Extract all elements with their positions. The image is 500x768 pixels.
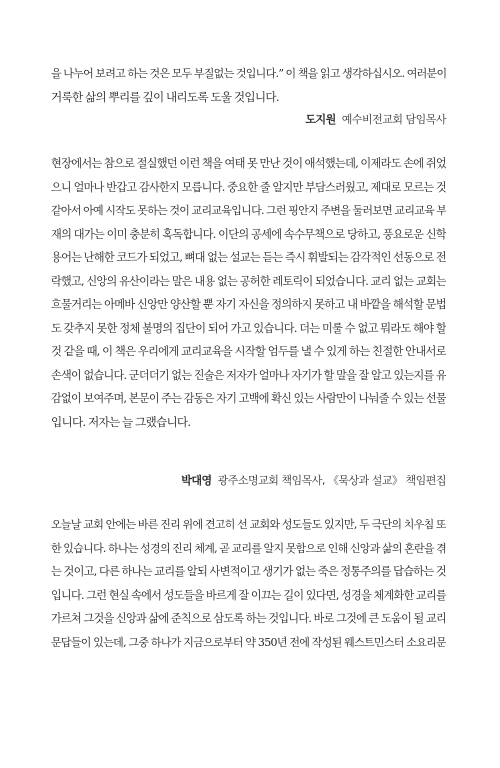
signature-role: 예수비전교회 담임목사 [341, 113, 446, 126]
text-line: 는 것이고, 다른 하나는 교리를 알되 사변적이고 생기가 없는 죽은 정통주의를 답습하는 것 [51, 565, 446, 578]
signature-name: 도지원 [305, 113, 336, 126]
text-line: 으니 얼마나 반갑고 감사한지 모릅니다. 중요한 줄 알지만 부담스러웠고, 제대로 모르는 것 [51, 180, 446, 194]
signature-role: 광주소명교회 책임목사, 《묵상과 설교》 책임편집 [217, 474, 446, 487]
endorsement-2-signature [181, 472, 446, 488]
text-line: 입니다. 저자는 늘 그랬습니다. [51, 414, 191, 429]
text-line: 것 같을 때, 이 책은 우리에게 교리교육을 시작할 엄두를 낼 수 있게 하는 친절한 안내서로 [51, 345, 446, 358]
text-line: 손색이 없습니다. 군더더기 없는 진술은 저자가 얼마나 자기가 할 말을 잘 알고 있는지를 유 [51, 368, 446, 382]
text-line: 용어는 난해한 코드가 되었고, 뼈대 없는 설교는 듣는 즉시 휘발되는 감각적인 선동으로 전 [51, 251, 446, 264]
endorsement-1-signature [305, 111, 446, 127]
text-line: 거룩한 삶의 뿌리를 깊이 내리도록 도울 것입니다. [51, 89, 279, 104]
endorsement-1-text [51, 62, 446, 109]
paragraph [51, 152, 446, 434]
text-line: 문답들이 있는데, 그중 하나가 지금으로부터 약 350년 전에 작성된 웨스트민스터 소요리문 [51, 635, 446, 649]
paragraph [51, 513, 446, 654]
text-line: 도 갖추지 못한 정체 불명의 집단이 되어 가고 있습니다. 더는 미룰 수 없고 뭐라도 해야 할 [51, 321, 446, 335]
signature-name: 박대영 [181, 474, 212, 487]
text-line: 입니다. 그런 현실 속에서 성도들을 바르게 잘 이끄는 길이 있다면, 성경을 체계화한 교리를 [51, 588, 446, 602]
endorsement-2-text [51, 152, 446, 434]
endorsement-3-text [51, 513, 446, 654]
text-line: 감없이 보여주며, 본문이 주는 감동은 자기 고백에 확신 있는 사람만이 나눠줄 수 있는 선물 [51, 392, 446, 405]
text-line: 한 있습니다. 하나는 성경의 진리 체계, 곧 교리를 알지 못함으로 인해 신앙과 삶의 혼란을 겪 [51, 541, 446, 555]
text-line: 재의 대가는 이미 충분히 혹독합니다. 이단의 공세에 속수무책으로 당하고, 풍요로운 신학 [51, 227, 446, 241]
text-line: 현장에서는 참으로 절실했던 이런 책을 여태 못 만난 것이 애석했는데, 이제라도 손에 쥐었 [51, 157, 446, 170]
text-line: 같아서 아예 시작도 못하는 것이 교리교육입니다. 그런 핑안지 주변을 둘러보면 교리교육 부 [51, 204, 446, 217]
text-line: 오늘날 교회 안에는 바른 진리 위에 견고히 선 교회와 성도들도 있지만, 두 극단의 치우침 또 [51, 518, 446, 531]
text-line: 을 나누어 보려고 하는 것은 모두 부질없는 것입니다.” 이 책을 읽고 생각하십시오. 여러분이 [51, 67, 446, 80]
text-line: 락했고, 신앙의 유산이라는 말은 내용 없는 공허한 레토릭이 되었습니다. 교리 없는 교회는 [51, 274, 446, 288]
text-line: 흐물거리는 아메바 신앙만 양산할 뿐 자기 자신을 정의하지 못하고 내 바깥을 해석할 문법 [51, 298, 446, 311]
paragraph [51, 62, 446, 109]
text-line: 가르쳐 그것을 신앙과 삶에 준칙으로 삼도록 하는 것입니다. 바로 그것에 큰 도움이 될 교리 [51, 612, 446, 625]
